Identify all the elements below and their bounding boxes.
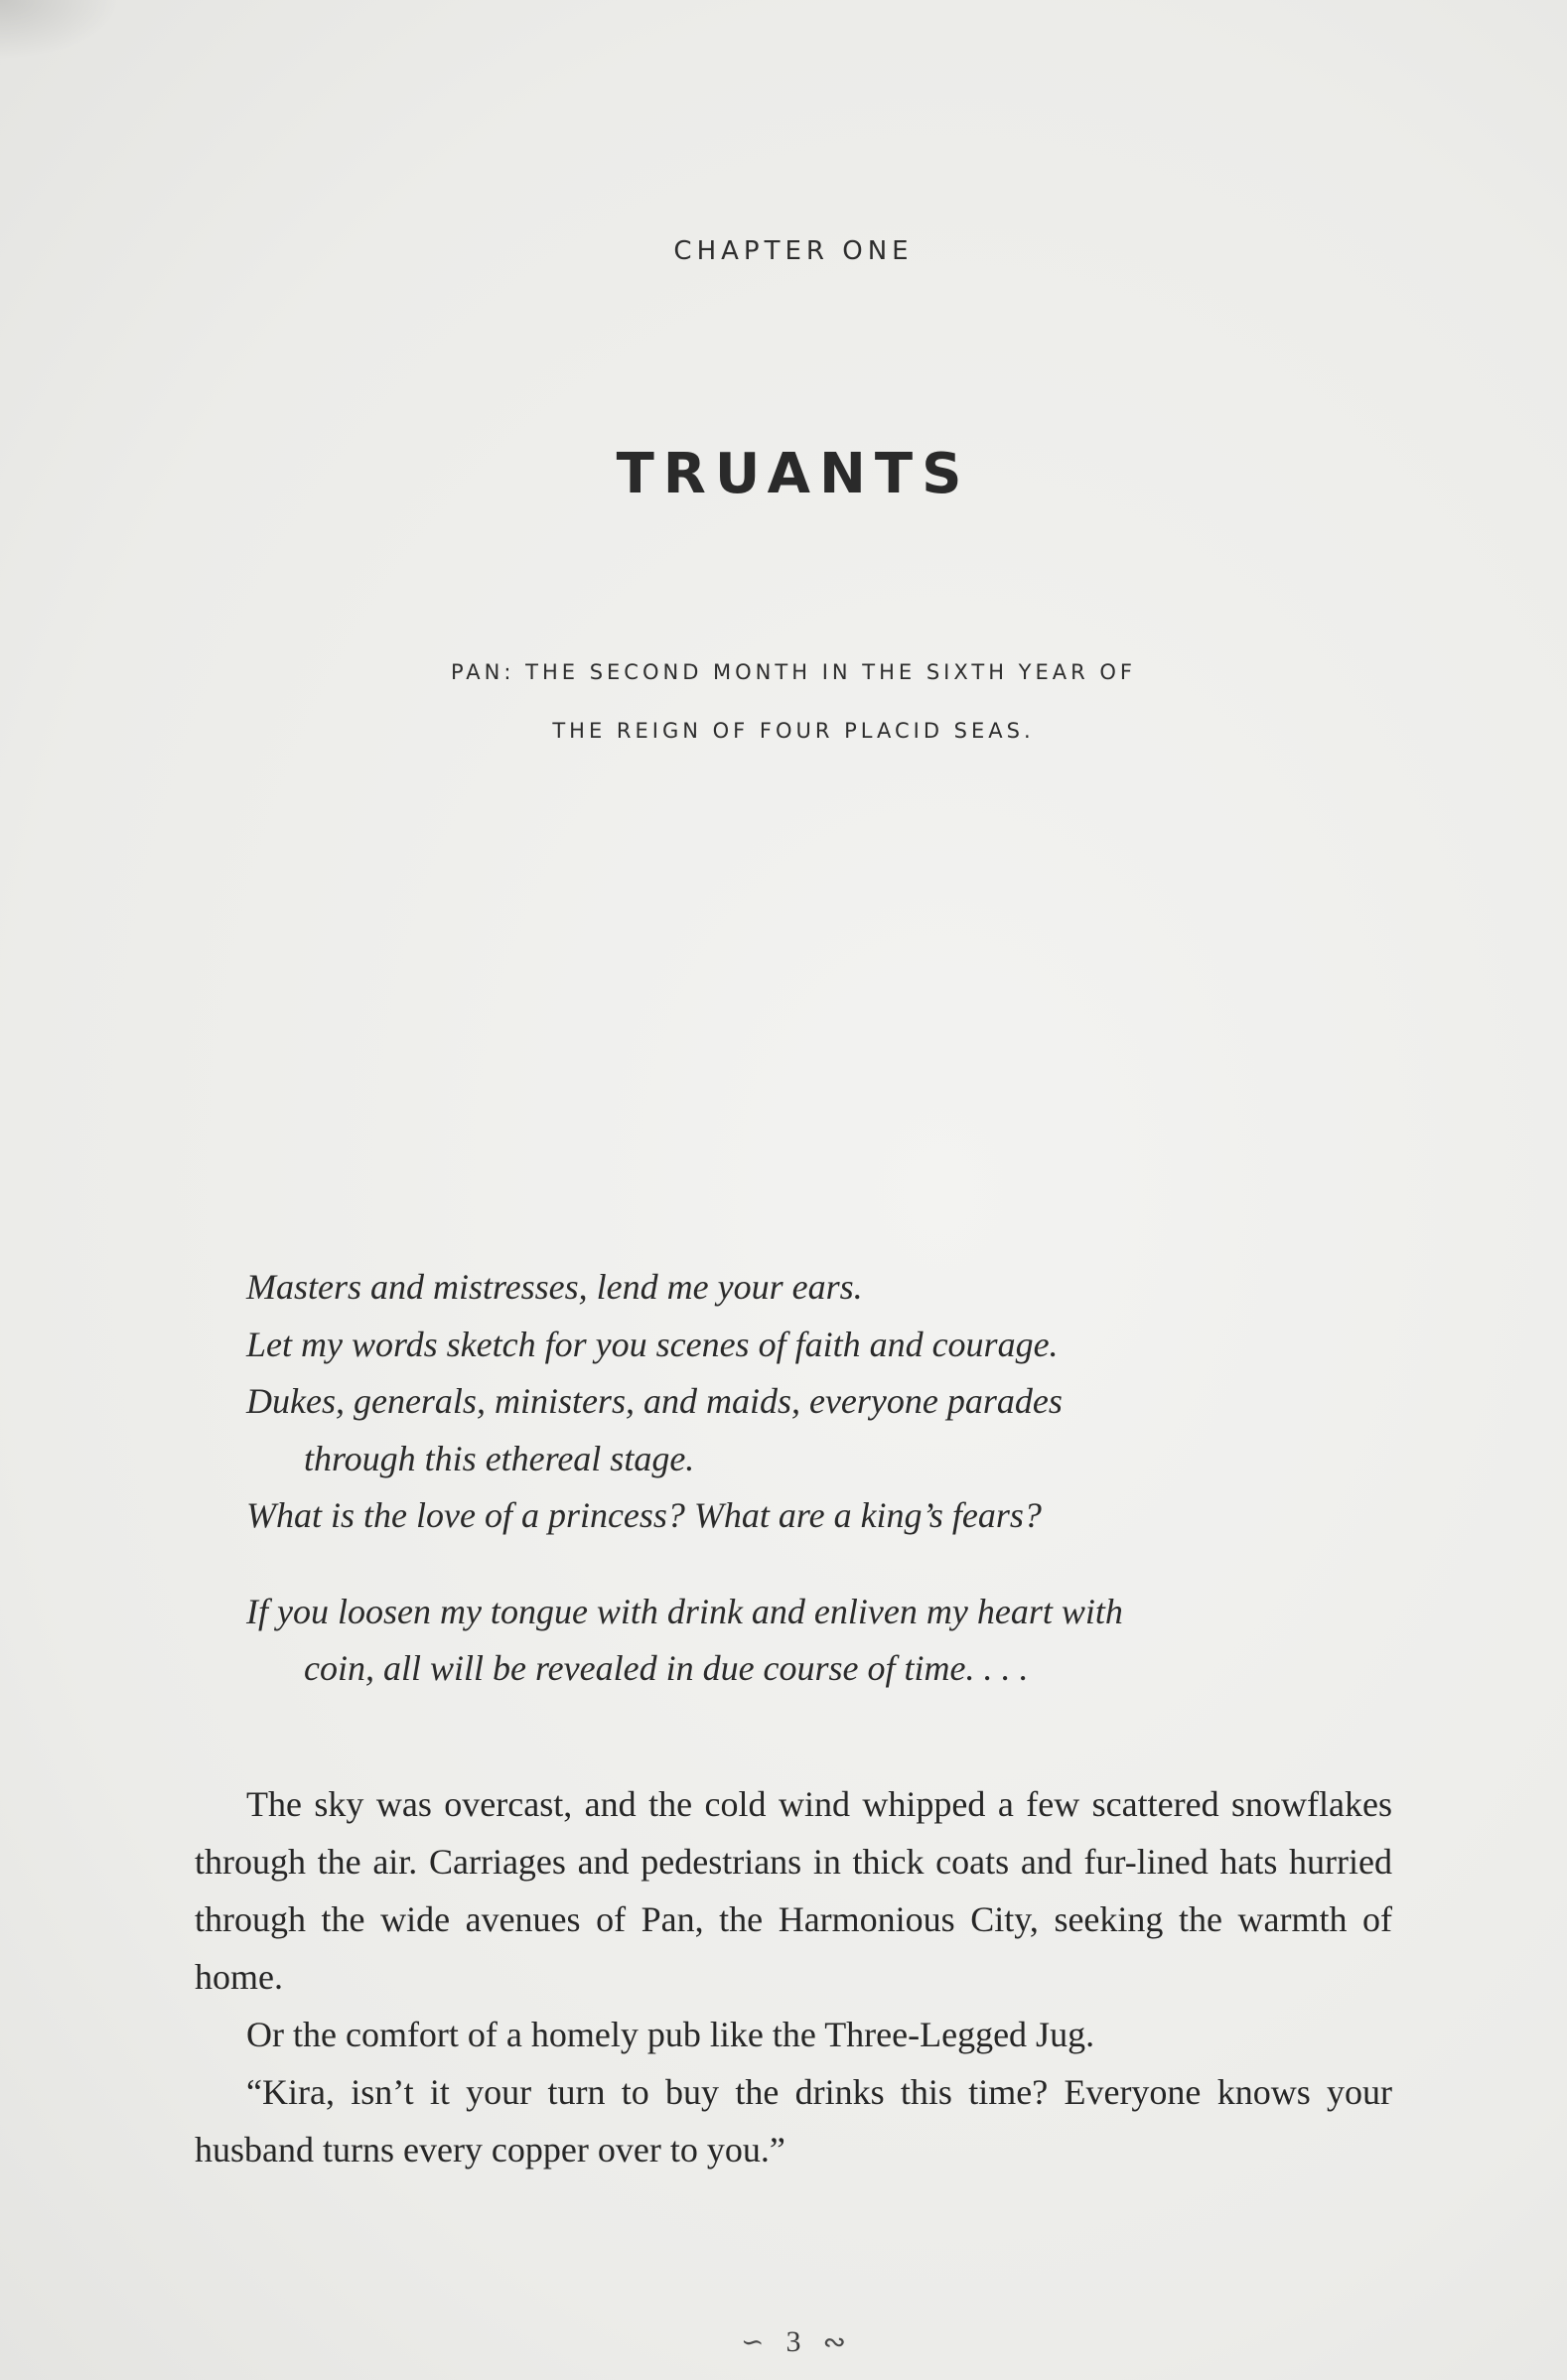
page-footer [0,2323,1567,2359]
chapter-label: CHAPTER ONE [673,236,914,266]
verse-line: What is the love of a princess? What are a king’s fears? [246,1495,1042,1535]
paragraph: “Kira, isn’t it your turn to buy the drinks this time? Everyone knows your husband turns every copper over to you.” [195,2072,1392,2170]
dateline-line: THE REIGN OF FOUR PLACID SEAS. [552,719,1035,743]
paragraph: Or the comfort of a homely pub like the Three-Legged Jug. [246,2015,1095,2054]
verse-line: If you loosen my tongue with drink and enliven my heart with [246,1591,1123,1631]
body-text [195,1775,1392,2178]
dateline-line: PAN: THE SECOND MONTH IN THE SIXTH YEAR OF [450,660,1137,684]
chapter-dateline [0,643,1567,761]
paragraph: The sky was overcast, and the cold wind whipped a few scattered snowflakes through the air. Carriages and pedestrians in thick coats and fur-lined hats hurried through the wide avenues of Pan, the Harmonious City, seeking the warmth of home. [195,1784,1392,1997]
page-corner-shadow [0,0,119,60]
verse-line: coin, all will be revealed in due course of time. . . . [304,1648,1029,1688]
chapter-title: TRUANTS [616,442,971,506]
verse-line: Let my words sketch for you scenes of faith and courage. [246,1324,1059,1364]
verse-line: Dukes, generals, ministers, and maids, everyone parades [246,1381,1063,1421]
verse-line: through this ethereal stage. [304,1438,695,1478]
epigraph-verse [246,1259,1339,1698]
page-number: 3 [785,2325,801,2359]
left-ornament-icon: ∽ [741,2327,765,2359]
right-ornament-icon: ∾ [822,2327,846,2359]
verse-line: Masters and mistresses, lend me your ears. [246,1267,863,1307]
stanza-gap [246,1545,1339,1584]
